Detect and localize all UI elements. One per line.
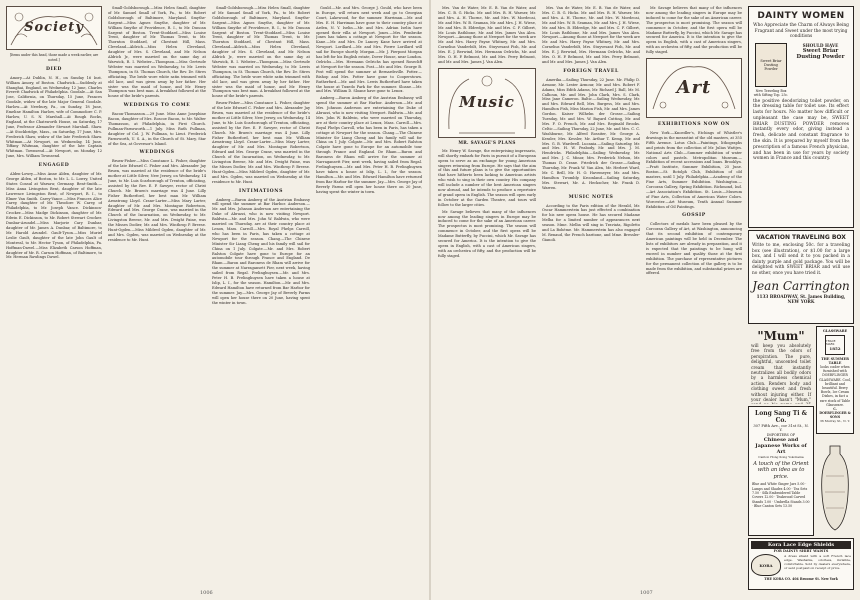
- left-column-3: [212, 6, 310, 586]
- ad-dainty-should-have: SHOULD HAVE: [802, 42, 839, 48]
- engaged-heading: ENGAGED: [38, 163, 70, 169]
- col2-top-text: Small-Goldsborough.—Miss Helen Small, daughter of Mr. Samuel Small of York, Pa., to Mr. Robert Goldsborough of Baltimore, Maryland. Smythe-Sargent.—Miss Agnes Smythe, daughter of Mr. William Smythe of Providence, R. I., to Mr. Duncan Sargent of Boston. Trent-Stoddard.—Miss Louise Trent, daughter of Mr. Thomas Trent, to Mr. Thornton Stoddard, of Chestnut Hill, Mass. Cleveland—Aldrich.—Miss Helen Cleveland, daughter of Mrs. S. Cleveland, and Mr. Nelson Aldrich Jr., were married on the same day at Warwick, R. I. Webster—Thompson.—Miss Gertrude Webster was married on Wednesday, to Mr. Lewis Thompson, in St. Thomas Church, the Rev. Dr. Stires officiating. The bride wore white satin trimmed with old lace, and was given away by her father. Her sister was the maid of honor, and Mr. Henry Thompson was best man. A breakfast followed at the house of the bride's parents.: [108, 6, 206, 99]
- ad-dainty-subtitle: Who Appreciate the Charm of Always Being Fragrant and Sweet under the most trying conditions: [753, 23, 849, 39]
- ad-dainty-product: Sweet Briar Dusting Powder: [796, 47, 845, 60]
- left-column-2: [108, 6, 206, 586]
- society-continued-text: Mrs. Van de Water, Mr. E. B. Van de Water, and Mrs. C. B. G. Hicks. Mr. and Mrs. B. H. Warner, Mr. and Mrs. A. H. Thorne, Mr. and Mrs. W. Mordecai, Mr. and Mrs. W. B. Seaman, Mr. and Mrs. J. H. Wiese, Mr. and Mrs. B. Eldredge, Mr. and Mrs. C. F. Gilbert, Mr. Louis Rathbone, Mr. and Mrs. James Van Alen. Newport.—Among those at Newport for the week are Mr. and Mrs. Harry Payne Whitney, Mr. and Mrs. Cornelius Vanderbilt, Mrs. Stuyvesant Fish, Mr. and Mrs. E. J. Berwind, Mrs. Hermann Oelrichs, Mr. and Mrs. O. H. P. Belmont, Mr. and Mrs. Perry Belmont, and Mr. and Mrs. James J. Van Alen.: [438, 6, 536, 64]
- music-continued-text: Mr. Savage believes that many of the influences now among the leading singers in Europe may be induced to come for the sake of an American career. The prospectus is most promising. The season will commence in October, and the first opera will be Madame Butterfly, by Puccini, which Mr. Savage has secured for America. It is the intention to give the opera in English, with a cast of American singers, with an orchestra of fifty, and the production will be fully staged.: [646, 6, 742, 55]
- trade-mark-year: 1852: [829, 345, 841, 351]
- kora-subtitle: FOR DAINTY SHIRT WAISTS: [773, 549, 829, 553]
- ad-kora-shields: [748, 538, 854, 590]
- music-caption: MR. SAVAGE'S PLANS: [458, 139, 516, 145]
- society-heading-ornament: [6, 6, 102, 50]
- longsang-subtitle: Chinese and Japanese Works of Art: [755, 437, 807, 455]
- society-heading: Society: [24, 19, 84, 35]
- page-gutter: [429, 0, 431, 600]
- ad-dainty-box-caption: New Traveling Box with Sifting Top. 25c.: [753, 88, 789, 97]
- society-right-continued: Mrs. Van de Water, Mr. E. B. Van de Water, and Mrs. C. B. G. Hicks. Mr. and Mrs. B. H. Warner, Mr. and Mrs. A. H. Thorne, Mr. and Mrs. W. Mordecai, Mr. and Mrs. W. B. Seaman, Mr. and Mrs. J. H. Wiese, Mr. and Mrs. B. Eldredge, Mr. and Mrs. C. F. Gilbert, Mr. Louis Rathbone, Mr. and Mrs. James Van Alen. Newport.—Among those at Newport for the week are Mr. and Mrs. Harry Payne Whitney, Mr. and Mrs. Cornelius Vanderbilt, Mrs. Stuyvesant Fish, Mr. and Mrs. E. J. Berwind, Mrs. Hermann Oelrichs, Mr. and Mrs. O. H. P. Belmont, Mr. and Mrs. Perry Belmont, and Mr. and Mrs. James J. Van Alen.: [542, 6, 640, 64]
- music-intro-text: Mr. Henry W. Savage, the enterprising impresario, will shortly embark for Paris in pursuit of a European opera to serve as an exchange for young American singers returning from Europe. He says that the aim of this and future plans is to give the opportunities that have hitherto been lacking to American artists who wish to sing in their own country. His company will include a number of the best American singers now abroad, and he intends to produce a repertoire of grand opera in English. The season will open early in October at the Garden Theatre, and tours will follow to the larger cities.: [438, 148, 536, 207]
- ad-dainty-title: DAINTY WOMEN: [757, 11, 845, 21]
- ad-doerflinger-glassware: [816, 326, 854, 434]
- weddings-to-come-text: Bacon-Thomasson.—29 June. Miss Anne Josephine Bacon, daughter of Mrs. Roscoe Bacon, to Mr. Walter Thomasson, at Philadelphia, in First Church. Pullman-Farnsworth.—1 July. Miss Ruth Pullman, daughter of Col. J. W. Pullman, to Lieut. Frederick Farnsworth, U. S. A., in the Church of St. Mary, Star of the Sea, at Governor's Island.: [108, 112, 206, 146]
- doerflinger-body: looks cooler when furnished with DOERFLINGER GLASSWARE. Cool, brilliant and beautiful. Berry Bowls, Ice Cream Dishes, in fact a rare stock of Table Glassware.: [819, 365, 851, 407]
- left-column-1: [6, 6, 102, 586]
- kora-shield-icon: KORA: [751, 554, 781, 576]
- doerflinger-header: GLASSWARE: [822, 329, 848, 333]
- foreign-travel-heading: FOREIGN TRAVEL: [563, 68, 619, 74]
- kora-footer: THE KORA CO. 404 Broome St. New York: [764, 577, 838, 581]
- gossip-text: Collectors of medals have been pleased by the Corcoran Gallery of Art, at Washington, announcing that its second exhibition of contemporary American paintings will be held in December. The lists of exhibitors are already in preparation, and it is expected that the paintings to be hung will exceed in number and quality those at the first exhibition. The purchase of representative pictures for the permanent collection of the gallery is to be made from the exhibition, and substantial prizes are offered.: [646, 222, 742, 276]
- doerflinger-title: THE SUMMER TABLE: [821, 357, 849, 365]
- longsang-importers: IMPORTERS OF: [766, 433, 796, 437]
- vase-icon: [816, 436, 854, 536]
- right-column-1: [438, 6, 536, 586]
- col4-intimations-continued: Gould.—Mr. and Mrs. George J. Gould, who have been in Europe, will return next week and go to Georgian Court, Lakewood, for the summer. Harriman.—Mr. and Mrs. E. H. Harriman have gone to their country place at Arden, N. Y. Iselin.—Mr. and Mrs. Adrian Iselin have opened their villa at Newport. Jones.—Mrs. Pembroke Jones has taken a cottage at Newport for the season. Kane.—Mr. and Mrs. De Lancey Kane have arrived at Newport. Lorillard.—Mr. and Mrs. Pierre Lorillard will sail for Europe shortly. Morgan.—Mr. J. Pierpont Morgan has left for his English estate, Dover House, near London. Oelrichs.—Mrs. Hermann Oelrichs has opened Rosecliff at Newport for the season. Post.—Mr. and Mrs. George B. Post will spend the summer at Bernardsville. Potter.—Bishop and Mrs. Potter have gone to Cooperstown. Rutherfurd.—Mr. and Mrs. Lewis Rutherfurd have taken the house at Tuxedo Park for the summer. Sloane.—Mr. and Mrs. William D. Sloane have gone to Lenox.: [316, 6, 422, 94]
- ad-long-sang-ti: [748, 406, 814, 536]
- ad-vacation-signature: Jean Carrington: [752, 278, 850, 293]
- powder-box-icon: Sweet Briar Dusting Powder: [755, 43, 787, 87]
- ad-mum-body: will keep you absolutely free from the odors of perspiration. The pure, delightful, unscented toilet cream that instantly neutralizes all bodily odors by a harmless chemical action. Renders body and clothing sweet and fresh without injuring either. If your dealer hasn't "Mum,": [751, 343, 811, 403]
- longsang-title: Long Sang Ti & Co.: [755, 410, 807, 424]
- trade-mark-icon: [825, 335, 845, 355]
- gossip-heading: GOSSIP: [682, 213, 706, 219]
- ad-vacation-box: [748, 230, 854, 324]
- foreign-travel-text: Amerika.—Sailing Thursday, 22 June. Mr. Philip D. Armour, Mr. Lester Armour, Mr. and Mrs. Robert F. Adams, Miss Edith Adams, Mr. Richard J. Ball, Mr. M. Calhoun, Mr. and Mrs. John Clark, Mrs. S. Clark, Miss Jane Cameron. Baltic.—Sailing Wednesday, Mr. and Mrs. Edward Bell, Mrs. Burgess, Mr. and Mrs. Hamilton Fish, Miss Marion Fish, Mr. and Mrs. James Gordon. Kaiser Wilhelm der Grosse.—Sailing Tuesday, Mr. and Mrs. W. Bayard Cutting, Mr. and Mrs. F. O. French, Mr. and Mrs. Reginald Brooks. Celtic.—Sailing Thursday, 22 June, Mr. and Mrs. C. C. Washburne, Mr. Alfred Rossiter, Mr. George A. Kessler, Mrs. Kessler, Mr. Arthur T. Kemp, Mr. and Mrs. G. B. Wardwell. Lucania.—Sailing Saturday, Mr. and Mrs. H. W. Peabody, Mr. and Mrs. J. M. Hendricks. Philadelphia.—Sailing Wednesday, Mr. and Mrs. J. C. Minor, Mrs. Frederick Nelson, Mr. Thomas D. Crane. Friedrich der Grosse.—Sailing Thursday, Mr. Frank W. Van Alen, Mr. Herbert Ward, Mr. C. Brill, Mr. H. O. Havemeyer, Mr. and Mrs. Hamilton Twombly. Kroonland.—Sailing Saturday, Mrs. Stewart, Mr. A. Heckscher, Mr. Frank D. Warren.: [542, 77, 640, 190]
- longsang-address: 307 Fifth Ave., cor 31st St., N. Y.: [753, 424, 809, 432]
- intimations-heading: INTIMATIONS: [239, 188, 283, 194]
- doerflinger-maker: C. DOERFLINGER & SONS: [819, 407, 851, 420]
- longsang-tagline: A touch of the Orient with an idea as to price.: [753, 461, 809, 480]
- engaged-text: Alden-Lowry.—Miss Anne Alden, daughter of Mr. George Alden, of Boston, to Mr. L. L. Lowry, United States Consul at Warsaw, Germany. Bent-Smith.—Miss Anna Livingston Bent, daughter of the late Lawrence Livingston Bent, of Newport, R. I., to Elmer Van Smith. Carey-Vance.—Miss Frances Alice Carey, daughter of Mr. Theodore W. Carey, of Philadelphia, to Mr. Joseph Vance. Dickinson-Crocker.—Miss Madge Dickinson, daughter of Mr. Edwin E. Dickinson, to Mr. Robert Stewart Crocker. Dunbar-Arundel.—Miss Marjorie Cary Dunbar, daughter of Mr. James A. Dunbar, of Baltimore, to Mr. Harold Arundel. Gault-Tyson.—Miss Muriel Leslie Gault, daughter of the late John Gault of Montreal, to Mr. Hector Tyson, of Philadelphia, Pa. Hoffman-Dawel.—Miss Elizabeth Carson Hoffman, daughter of Mr. R. Carson Hoffman, of Baltimore, to Mr. Herman Rawlings Dawel.: [6, 172, 102, 260]
- art-heading: Art: [676, 76, 712, 98]
- ad-mum: [748, 326, 814, 404]
- weddings-text: Bruen-Fisher.—Miss Constance L. Fisher, daughter of the late Edward C. Fisher and Mrs. Alexander Jay Bruen, was married at the residence of the bride's mother at Little Silver, New Jersey, on Wednesday, 14 June, to Mr. Luis Scarborough of Trenton, officiating, assisted by the Rev. E. P. Sawyer, rector of Christ Church. Mr. Bruen's marriage was 4 June. Lilly Fisher Rutherford, her best man Mr. William Armstrong Lloyd. Crane-Larter.—Miss Mary Larter, daughter of Mr. and Mrs. Montague Robertson, Edward and Mrs. George Crane, was married in the Church of the Incarnation, on Wednesday, to Mr. Livingston Breese, Mr. and Mrs. Dwight Paine, was the Misses Dodier, Mr. and Mrs. Winthrop P. Breese. Hunt-Ogden.—Miss Mildred Ogden, daughter of Mr. and Mrs. Ogden, was married on Wednesday at the residence to Mr. Hunt.: [108, 159, 206, 242]
- col3-weddings-continued: Small-Goldsborough.—Miss Helen Small, daughter of Mr. Samuel Small of York, Pa., to Mr. Robert Goldsborough of Baltimore, Maryland. Smythe-Sargent.—Miss Agnes Smythe, daughter of Mr. William Smythe of Providence, R. I., to Mr. Duncan Sargent of Boston. Trent-Stoddard.—Miss Louise Trent, daughter of Mr. Thomas Trent, to Mr. Thornton Stoddard, of Chestnut Hill, Mass. Cleveland—Aldrich.—Miss Helen Cleveland, daughter of Mrs. S. Cleveland, and Mr. Nelson Aldrich Jr., were married on the same day at Warwick, R. I. Webster—Thompson.—Miss Gertrude Webster was married on Wednesday, to Mr. Lewis Thompson, in St. Thomas Church, the Rev. Dr. Stires officiating. The bride wore white satin trimmed with old lace, and was given away by her father. Her sister was the maid of honor, and Mr. Henry Thompson was best man. A breakfast followed at the house of the bride's parents.: [212, 6, 310, 99]
- doerflinger-address: 36 Murray St., N. Y.: [819, 419, 851, 424]
- right-column-2: [542, 6, 640, 586]
- left-column-4: [316, 6, 422, 586]
- weddings-heading: WEDDINGS: [139, 150, 175, 156]
- trade-mark-label: TRADE MARK: [826, 339, 836, 346]
- society-note: [Items under this head, those made a week earlier, are noted.]: [9, 53, 99, 62]
- exhibitions-heading: EXHIBITIONS NOW ON: [657, 122, 731, 128]
- ad-dainty-body: the positive deodorizing toilet powder, on the dressing table for toilet use. Its effect lasts for hours. No matter how difficult or unpleasant the case may be, SWEET BRIAR DUSTING POWDER removes instantly every odor, giving instead a fresh, delicate and constant fragrance to the skin. It is prepared by myself from the prescription of a famous French physician, and has been in use for years by society women in France and this country.: [753, 98, 849, 162]
- kora-title: Kora Lace Edge Shields: [751, 541, 851, 549]
- ad-dainty-women: [748, 6, 854, 228]
- music-notes-text: According to the Paris edition of the Herald, Mr. Oscar Hammerstein has just effected a combination for his new opera house. He has secured Madame Melba for a limited number of appearances next season. Mme. Melba will sing in Traviata, Rigoletto and La Bohème. Mr. Hammerstein has also engaged M. Renaud, the French baritone, and Mme. Bressler-Gianoli.: [542, 203, 640, 242]
- music-text: Mr. Savage believes that many of the influences now among the leading singers in Europe may be induced to come for the sake of an American career. The prospectus is most promising. The season will commence in October, and the first opera will be Madame Butterfly, by Puccini, which Mr. Savage has secured for America. It is the intention to give the opera in English, with a cast of American singers, with an orchestra of fifty, and the production will be fully staged.: [438, 209, 536, 258]
- music-heading-ornament: [438, 68, 536, 138]
- right-page-number: 1007: [640, 590, 653, 596]
- col4-intimations-more: Amberg.—Baron Amberg of the Austrian Embassy will spend the summer at Bar Harbor. Anderson.—Mr. and Mrs. Johnson Anderson are entertaining the Duke of Abruzzi, who is now visiting Newport. Baldwin.—Mr. and Mrs. John W. Baldwin, who were married on Thursday, are at their country place at Lenox, Mass. Carroll.—Mrs. Royal Phelps Carroll, who has been in Paris, has taken a cottage at Newport for the season. Chang.—The Chinese Minister Sir Liang Cheng and his family will sail for China on 1 July. Colgate.—Mr. and Mrs. Robert Ralston Colgate have gone to Europe for an automobile tour through France and England. De Rham.—Baron and Baroness de Rham will arrive for the summer at Narragansett Pier, next week, having sailed from Regal. Frelinghuysen.—Mr. and Mrs. Peter H. B. Frelinghuysen have taken a house at Islip, L. I., for the season. Hamilton.—Mr. and Mrs. Edward Hamilton have returned from Bar Harbor for the summer. Jay.—Mrs. George Jay of Beverly Farms will open her house there on 20 June, having spent the winter in town.: [316, 96, 422, 194]
- art-heading-ornament: [646, 58, 742, 118]
- music-heading: Music: [459, 93, 515, 112]
- died-heading: DIED: [45, 66, 63, 72]
- col3-weddings-more: Bruen-Fisher.—Miss Constance L. Fisher, daughter of the late Edward C. Fisher and Mrs. Alexander Jay Bruen, was married at the residence of the bride's mother at Little Silver, New Jersey, on Wednesday, 14 June, to Mr. Luis Scarborough of Trenton, officiating, assisted by the Rev. E. P. Sawyer, rector of Christ Church. Mr. Bruen's marriage was 4 June. Lilly Fisher Rutherford, her best man Mr. William Armstrong Lloyd. Crane-Larter.—Miss Mary Larter, daughter of Mr. and Mrs. Montague Robertson, Edward and Mrs. George Crane, was married in the Church of the Incarnation, on Wednesday, to Mr. Livingston Breese, Mr. and Mrs. Dwight Paine, was the Misses Dodier, Mr. and Mrs. Winthrop P. Breese. Hunt-Ogden.—Miss Mildred Ogden, daughter of Mr. and Mrs. Ogden, was married on Wednesday at the residence to Mr. Hunt.: [212, 101, 310, 184]
- music-notes-heading: MUSIC NOTES: [568, 194, 614, 200]
- longsang-prices: Blue and White Ginger Jars 5.00 · Lamps and Shades 4.00 · Tea Sets 7.50 · Silk Embroidered Table Covers 12.00 · Teakwood Carved Stands 1.00 · Umbrella Stands 3.00 · Blue Canton Sets 13.50: [752, 482, 810, 509]
- kora-body: A dress shield with a soft French lace edge. Washable, odorless, invisible, comfortable. Sold by dealers everywhere, or sent postpaid on receipt of price.: [784, 554, 851, 570]
- ad-vacation-body: Write to me, enclosing 50c. for a traveling box (see illustration), or $1.00 for a large box, and I will send it to you packed in a dainty purple and gold package. You will be delighted with SWEET BRIAR and will use no other, once you have tried it.: [752, 243, 850, 276]
- glassware-vase-illustration: [816, 436, 854, 536]
- intimations-text: Amberg.—Baron Amberg of the Austrian Embassy will spend the summer at Bar Harbor. Anderson.—Mr. and Mrs. Johnson Anderson are entertaining the Duke of Abruzzi, who is now visiting Newport. Baldwin.—Mr. and Mrs. John W. Baldwin, who were married on Thursday, are at their country place at Lenox, Mass. Carroll.—Mrs. Royal Phelps Carroll, who has been in Paris, has taken a cottage at Newport for the season. Chang.—The Chinese Minister Sir Liang Cheng and his family will sail for China on 1 July. Colgate.—Mr. and Mrs. Robert Ralston Colgate have gone to Europe for an automobile tour through France and England. De Rham.—Baron and Baroness de Rham will arrive for the summer at Narragansett Pier, next week, having sailed from Regal. Frelinghuysen.—Mr. and Mrs. Peter H. B. Frelinghuysen have taken a house at Islip, L. I., for the season. Hamilton.—Mr. and Mrs. Edward Hamilton have returned from Bar Harbor for the summer. Jay.—Mrs. George Jay of Beverly Farms will open her house there on 20 June, having spent the winter in town.: [212, 197, 310, 305]
- right-column-3: [646, 6, 742, 586]
- longsang-branches: Canton Hong Kong Yokohama: [758, 455, 804, 459]
- ad-vacation-address: 1133 BROADWAY, St. James Building, NEW YORK: [756, 293, 846, 304]
- left-page-number: 1006: [200, 590, 213, 596]
- died-text: Amory.—At Dublin, N. H., on Sunday 16 Inst. William Amory, of Boston. Chadwick.—Suddenly at Shanghai, England, on Wednesday, 12 June, Charles Everett Chadwick of Philadelphia. Goodale.—At San Jose, California, on Thursday, 15 June, Frances Goodale, widow of the late Major General Goodale. Harlow.—At Newbury, Pa., on Sunday, 18 June, Emeline Hamilton Harlow, wife of Commodore C. P. Harlow, U. S. N. Marshall.—At Rough Rocks, England, at the Chatsworth House, on Saturday, 17 June, Professor Alexander Stewart Marshall. Shaw.—At Stockbridge, Mass., on Saturday, 17 June, Mrs. Frederick Shaw, widow of the late Frederick Shaw. Whitman.—At Newport, on Wednesday, 14 June, Tiffany Whitman, daughter of the late Captain Whitman. Townsend.—At Newport, on Monday 12 June, Mrs. William Townsend.: [6, 75, 102, 159]
- weddings-to-come-heading: WEDDINGS TO COME: [123, 103, 191, 109]
- ad-vacation-title: VACATION TRAVELING BOX: [756, 234, 846, 241]
- ad-mum-title: "Mum": [757, 329, 805, 343]
- exhibitions-text: New York.—Knoedler's, Etchings of Whistler's drawings in the mezzotint of the old masters, at 355 Fifth Avenue. Lotus Club.—Paintings, lithographs and prints from the collection of Mr. Julius Wattjes. National Arts Club.—Summer exhibition of water colors and pastels. Metropolitan Museum.—Exhibition of recent accessions and loans. Brooklyn.—Pratt Institute, Summer Exhibition, 25 June. Boston.—St. Botolph Club, Exhibition of old masters, until 1 July. Philadelphia.—Academy of the Fine Arts, Summer Exhibition. Washington.—Corcoran Gallery, Spring Exhibition. Richmond, Ind.—Art Association's Exhibition. St. Louis.—Museum of Fine Arts, Collection of American Water Colors. Worcester.—Art Museum, Tenth Annual Summer Exhibition of Oil Paintings.: [646, 130, 742, 209]
